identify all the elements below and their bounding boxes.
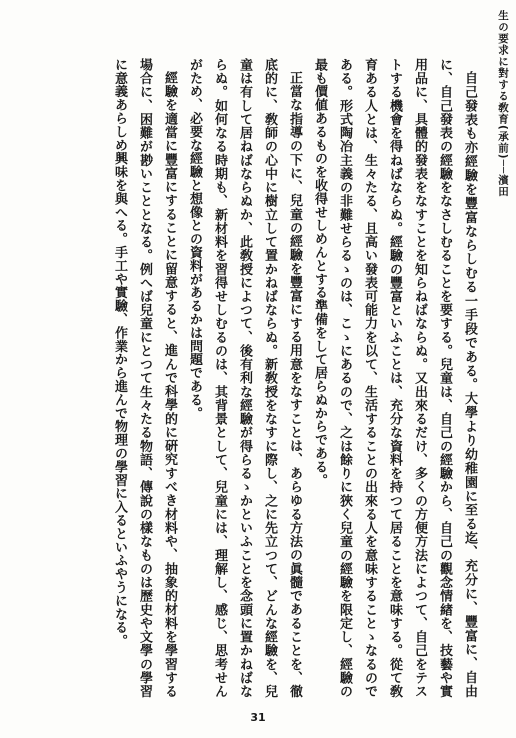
paragraph-1: 自己發表も亦經驗を豐富ならしむる一手段である。大學より幼稚園に至る迄、充分に、豐富に、自由に、自己發表の經驗をなさしむることを要する。兒童は、自己の經驗から、自己の觀念情緖を、技藝や實用品に、具體的發表をなすことを知らねばならぬ。又出來るだけ、多くの方便方法によつて、自己をテストする機會を得ねばならぬ。經驗の豐富といふことは、充分な資料を持つて居ることを意味する。從て敎育ある人とは、生々たる、且高い發表可能力を以て、生活することの出來る人を意味することゝなるのである。形式陶冶主義の非難せらるゝのは、こゝにあるので、之は餘りに狹く兒童の經驗を限定し、經驗の最も價値あるものを收得せしめんとする準備をして居らぬからである。 [312,58,477,698]
body-text [22,58,482,698]
page-number: 31 [250,711,266,724]
running-header: 生の要求に對する敎育(承前)──濱田 [497,10,509,198]
paragraph-3: 經驗を適當に豐富にすることに留意すると、進んで科學的に硏究すべき材料や、抽象的材料を學習する場合に、困難が尠いこととなる。例へば兒童にとつて生々たる物語、傳說の樣なものは歷史や文學の學習に意義あらしめ興味を與へる。手工や實驗、作業から進んで物理の學習に入るといふやうになる。 [112,58,177,698]
paragraph-2: 正當な指導の下に、兒童の經驗を豐富にする用意をなすことは、あらゆる方法の眞髓であることを、徹底的に、敎師の心中に樹立して置かねばならぬ。新敎授をなすに際し、之に先立つて、どんな經驗を、兒童は有して居ねばならぬか、此敎授によつて、後有利な經驗が得らるゝかといふことを念頭に置かねばならぬ。如何なる時期も、新材料を習得せしむるのは、其背景として、兒童には、理解し、感じ、思考せんがため、必要な經驗と想像との資料があるかは問題である。 [187,58,302,698]
